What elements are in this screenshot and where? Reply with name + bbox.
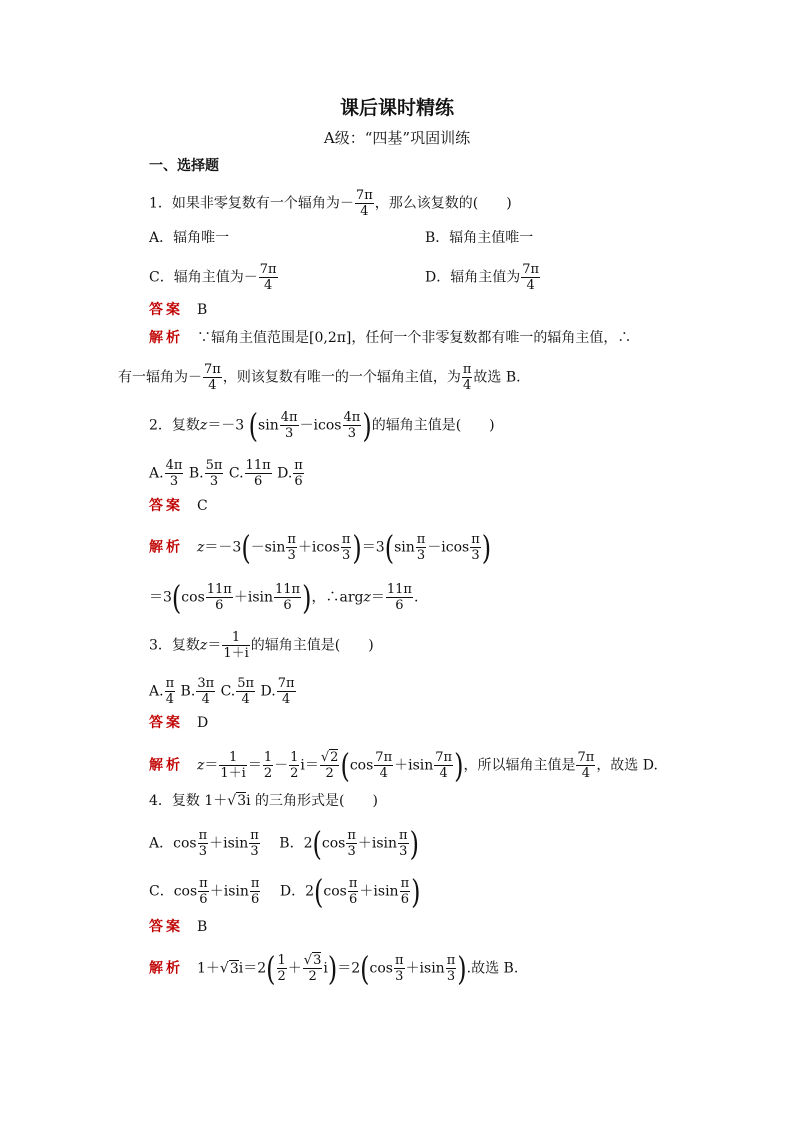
- question-2-analysis-line-1: 解析 z＝－3(－sin $\frac{\pi}{3}$ ＋icos $\frac{\pi}{3}$ )＝3(sin $\frac{\pi}{3}$ －icos $\frac{\pi}{3}$ ): [149, 528, 492, 567]
- question-4-analysis: 解析 1＋√3i＝2( $\frac{1}{2}$ ＋ $\frac{√3}{2}$ i)＝2(cos $\frac{\pi}{3}$ ＋isin $\frac{\pi}{3}$ ).故选 B.: [149, 949, 519, 988]
- page-subtitle: A级：“四基”巩固训练: [323, 129, 471, 147]
- question-4-options-cd: C．cos $\frac{\pi}{6}$ ＋isin $\frac{\pi}{6}$ D．2(cos $\frac{\pi}{6}$ ＋isin $\frac{\pi}{6}$ ): [149, 872, 421, 911]
- question-1-analysis-line-2: 有一辐角为－ $\frac{7\pi}{4}$ ，则该复数有唯一的一个辐角主值，为 $\frac{\pi}{4}$ 故选 B.: [118, 362, 521, 393]
- question-1-answer: 答案 B: [149, 302, 208, 318]
- question-3-analysis: 解析 z＝ $\frac{1}{1+i}$ ＝ $\frac{1}{2}$ － $\frac{1}{2}$ i＝ $\frac{√2}{2}$ (cos $\frac{7\pi}{4}$ ＋isin $\frac{7\pi}{4}$ )，所以辐角主值是 $\frac{7\pi}{4}$ ，故选 D.: [149, 746, 658, 785]
- question-1-stem: 1．如果非零复数有一个辐角为－ $\frac{7\pi}{4}$ ，那么该复数的( ): [149, 188, 512, 219]
- question-2-analysis-line-2: ＝3(cos $\frac{11\pi}{6}$ ＋isin $\frac{11\pi}{6}$ )，∴argz＝ $\frac{11\pi}{6}$ .: [149, 578, 419, 617]
- question-3-answer: 答案 D: [149, 715, 209, 731]
- question-3-stem: 3．复数z＝ $\frac{1}{1+i}$ 的辐角主值是( ): [149, 630, 374, 661]
- section-heading: 一、选择题: [149, 158, 219, 174]
- question-1-option-a: A．辐角唯一: [149, 230, 230, 246]
- question-2-options: A. $\frac{4\pi}{3}$ B. $\frac{5\pi}{3}$ C. $\frac{11\pi}{6}$ D. $\frac{\pi}{6}$: [149, 458, 303, 489]
- question-3-options: A. $\frac{\pi}{4}$ B. $\frac{3\pi}{4}$ C. $\frac{5\pi}{4}$ D. $\frac{7\pi}{4}$: [149, 676, 295, 707]
- question-2-answer: 答案 C: [149, 498, 208, 514]
- question-4-stem: 4．复数 1＋√3i 的三角形式是( ): [149, 793, 378, 809]
- question-1-analysis-line-1: 解析 ∵辐角主值范围是[0,2π]，任何一个非零复数都有唯一的辐角主值，∴: [149, 330, 632, 346]
- page-title: 课后课时精练: [339, 97, 454, 119]
- question-1-option-c: C．辐角主值为－ $\frac{7\pi}{4}$: [149, 262, 277, 293]
- question-4-answer: 答案 B: [149, 919, 208, 935]
- question-1-option-d: D．辐角主值为 $\frac{7\pi}{4}$: [425, 262, 540, 293]
- question-4-options-ab: A．cos $\frac{\pi}{3}$ ＋isin $\frac{\pi}{3}$ B．2(cos $\frac{\pi}{3}$ ＋isin $\frac{\pi}{3}$ ): [149, 824, 419, 863]
- question-2-stem: 2．复数z＝－3 (sin $\frac{4\pi}{3}$ －icos $\frac{4\pi}{3}$ )的辐角主值是( ): [149, 406, 495, 445]
- question-1-option-b: B．辐角主值唯一: [425, 230, 534, 246]
